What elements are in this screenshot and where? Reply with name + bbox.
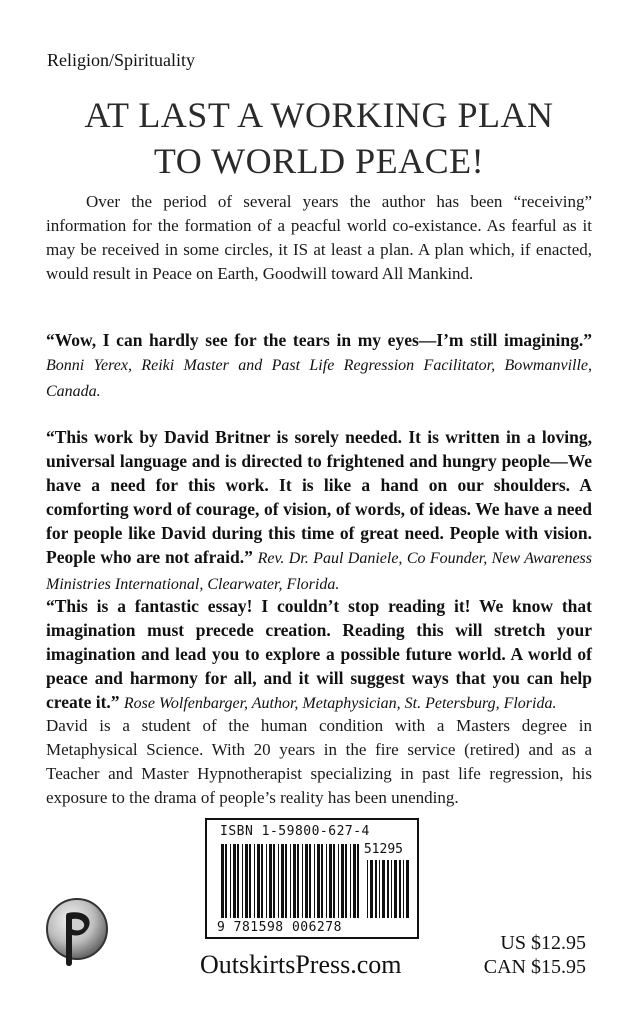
barcode-bar: [293, 844, 296, 918]
barcode-bar: [326, 844, 327, 918]
price-barcode-bar: [399, 860, 401, 918]
testimonial-quote: [46, 328, 592, 404]
price-barcode-bar: [382, 860, 385, 918]
barcode-bar: [273, 844, 275, 918]
barcode-bar: [278, 844, 279, 918]
price-barcode-bar: [379, 860, 380, 918]
barcode-bar: [269, 844, 272, 918]
price-barcode-bar: [367, 860, 368, 918]
ean-number: 9 781598 006278: [217, 920, 342, 935]
barcode-bar: [357, 844, 359, 918]
barcode-bar: [230, 844, 231, 918]
barcode-bar: [345, 844, 347, 918]
quote-attribution: Bonni Yerex, Reiki Master and Past Life Regression Facilitator, Bowmanville, Canada.: [46, 357, 592, 400]
book-title: [0, 92, 638, 184]
barcode-bar: [314, 844, 315, 918]
title-line-1: AT LAST A WORKING PLAN: [84, 95, 554, 135]
price-barcode-bar: [403, 860, 404, 918]
barcode-bar: [321, 844, 323, 918]
barcode-bar: [281, 844, 284, 918]
barcode-bar: [221, 844, 224, 918]
barcode-bar: [249, 844, 251, 918]
price-barcode-bar: [370, 860, 373, 918]
barcode-bar: [302, 844, 303, 918]
barcode-bar: [245, 844, 248, 918]
barcode-bar: [225, 844, 227, 918]
barcode-bar: [237, 844, 239, 918]
price-code: 51295: [363, 842, 403, 857]
barcode-bar: [309, 844, 311, 918]
price-barcode-bar: [394, 860, 397, 918]
price-barcode-bar: [375, 860, 377, 918]
barcode-bar: [266, 844, 267, 918]
barcode-bar: [257, 844, 260, 918]
barcode-bar: [341, 844, 344, 918]
outskirts-press-logo-icon: [44, 893, 110, 983]
testimonial-quote: [46, 425, 592, 597]
quote-text: “Wow, I can hardly see for the tears in my eyes—I’m still imagining.”: [46, 330, 592, 350]
price-barcode-bar: [406, 860, 409, 918]
barcode-bar: [329, 844, 332, 918]
intro-paragraph: Over the period of several years the author has been “receiving” information for the formation of a peacful world co-existance. As fearful as it may be received in some circles, it IS at least a plan. A plan which, if enacted, would result in Peace on Earth, Goodwill toward All Mankind.: [46, 192, 592, 283]
quote-text: “This work by David Britner is sorely needed. It is written in a loving, universal language and is directed to frightened and hungry people—We have a need for this work. It is like a hand on our shoulders. A comforting word of courage, of vision, of words, of ideas. We have a need for people like David during this time of great need. People with vision. People who are not afraid.”: [46, 427, 592, 567]
price-can: CAN $15.95: [483, 956, 586, 978]
price-barcode-bar: [391, 860, 392, 918]
barcode-bar: [297, 844, 299, 918]
isbn-number: ISBN 1-59800-627-4: [220, 824, 370, 839]
barcode-bar: [333, 844, 335, 918]
barcode-bar: [261, 844, 263, 918]
barcode-bar: [285, 844, 287, 918]
barcode-bar: [317, 844, 320, 918]
barcode-bar: [338, 844, 339, 918]
quote-attribution: Rev. Dr. Paul Daniele, Co Founder, New Awareness Ministries International, Clearwater, Florida.: [46, 550, 592, 593]
publisher-name: OutskirtsPress.com: [200, 950, 402, 979]
price-barcode-bar: [387, 860, 389, 918]
price-us: US $12.95: [500, 932, 586, 954]
category-label: Religion/Spirituality: [47, 50, 195, 70]
quote-attribution: Rose Wolfenbarger, Author, Metaphysician, St. Petersburg, Florida.: [123, 695, 557, 712]
barcode-bar: [242, 844, 243, 918]
barcode-bar: [350, 844, 351, 918]
quote-text: “This is a fantastic essay! I couldn’t stop reading it! We know that imagination must precede creation. Reading this will stretch your imagination and lead you to explore a possible future world. A world of peace and harmony for all, and it will suggest ways that you can help create it.”: [46, 596, 592, 712]
author-bio: David is a student of the human condition with a Masters degree in Metaphysical Science. With 20 years in the fire service (retired) and as a Teacher and Master Hypnotherapist specializing in past life regression, his exposure to the drama of people’s reality has been unending.: [46, 716, 592, 807]
isbn-barcode: [205, 818, 419, 939]
barcode-bar: [305, 844, 308, 918]
barcode-bar: [233, 844, 236, 918]
barcode-bars: [219, 844, 409, 922]
title-line-2: TO WORLD PEACE!: [153, 141, 485, 181]
barcode-bar: [254, 844, 255, 918]
testimonial-quote: [46, 594, 592, 716]
barcode-bar: [290, 844, 291, 918]
barcode-bar: [353, 844, 356, 918]
